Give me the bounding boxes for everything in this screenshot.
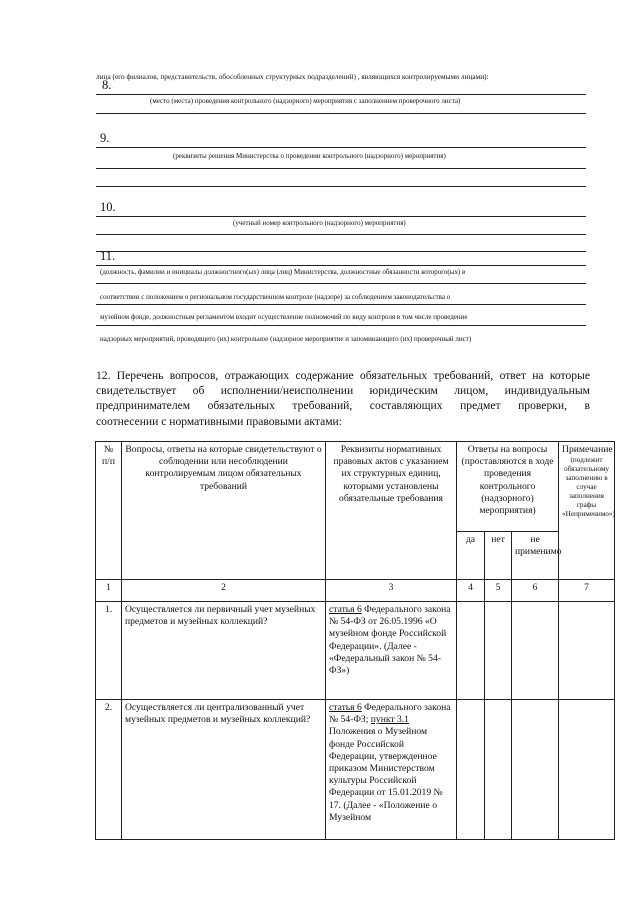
field-11-caption-4: надзорных мероприятий, проводящего (их) контрольное (надзорное мероприятие и запоминающего (их) проверочный лист) [100,335,472,343]
row-num: 1. [96,602,122,700]
field-10-line-2 [96,234,586,235]
field-10-line [96,216,586,217]
index-cell: 1 [96,580,122,602]
note-cell[interactable] [559,700,615,840]
section-12-line-4: соотнесении с нормативными правовыми актами: [96,414,342,428]
index-cell: 6 [512,580,559,602]
index-cell: 7 [559,580,615,602]
answer-na-cell[interactable] [512,700,559,840]
section-12-line-3: предпринимателем обязательных требований, составляющих предмет проверки, в [96,399,590,413]
header-na: не применимо [512,532,559,580]
row-requisites [326,700,457,840]
field-9-line [96,147,586,148]
field-8-caption: (место (места) проведения контрольного (надзорного) мероприятия с заполнением проверочного листа) [150,97,461,105]
section-12-heading [96,368,590,429]
answer-no-cell[interactable] [485,602,512,700]
note-cell[interactable] [559,602,615,700]
row-requisites [326,602,457,700]
index-cell: 5 [485,580,512,602]
index-cell: 4 [457,580,485,602]
index-cell: 2 [122,580,326,602]
answer-na-cell[interactable] [512,602,559,700]
header-no: нет [485,532,512,580]
section-12-line-1: 12. Перечень вопросов, отражающих содержание обязательных требований, ответ на которые [96,369,590,382]
section-12-line-2: свидетельствует об исполнении/неисполнении юридическим лицом, индивидуальным [96,384,590,398]
intro-line: лица (его филиалов, представительств, обособленных структурных подразделений) , являющихся контролируемыми лицами): [96,72,489,81]
row-question: Осуществляется ли первичный учет музейных предметов и музейных коллекций? [122,602,326,700]
field-8-line [96,94,586,95]
field-9-line-3 [96,186,586,187]
field-10-number: 10. [100,200,116,214]
header-yes: да [457,532,485,580]
row-requisites-text: Положения о Музейном фонде Российской Федерации, утвержденное приказом Министерством культуры Российской Федерации от 15.01.2019 № 17. (Далее - «Положение о Музейном [329,726,443,823]
answer-yes-cell[interactable] [457,700,485,840]
header-note [559,442,615,580]
law-link[interactable]: статья 6 [329,702,362,713]
header-requisites: Реквизиты нормативных правовых актов с указанием их структурных единиц, которыми установлены обязательные требования [326,442,457,580]
field-11-line-2 [96,283,586,284]
header-num: № п/п [96,442,122,580]
field-11-line [96,265,586,266]
field-10-line-3 [96,251,586,252]
index-cell: 3 [326,580,457,602]
field-11-line-4 [96,325,586,326]
field-9-line-2 [96,168,586,169]
table-row [96,700,615,840]
header-note-small: (подлежит обязательному заполнению в случае заполнения графы «Неприменимо») [562,456,615,519]
questions-table [95,441,615,840]
row-requisites-text: Федерального закона № 54-ФЗ от 26.05.1996 «О музейном фонде Российской Федерации». (Далее - «Федеральный закон № 54-ФЗ») [329,604,451,677]
answer-yes-cell[interactable] [457,602,485,700]
field-11-line-3 [96,304,586,305]
header-answers: Ответы на вопросы (проставляются в ходе проведения контрольного (надзорного) мероприятия) [457,442,559,532]
row-requisites-text-mid: Федерального закона № 54-ФЗ; [329,702,451,726]
field-11-caption-2: соответствии с положением о региональном государственном контроле (надзоре) за соблюдением законодательства о [100,293,451,301]
law-link[interactable]: статья 6 [329,604,362,615]
field-9-caption: (реквизиты решения Министерства о проведении контрольного (надзорного) мероприятия) [173,152,446,160]
row-num: 2. [96,700,122,840]
table-row [96,602,615,700]
header-note-title: Примечание [562,444,613,455]
row-question: Осуществляется ли централизованный учет музейных предметов и музейных коллекций? [122,700,326,840]
field-11-caption-1: (должность, фамилии и инициалы должностного(ых) лица (лиц) Министерства, должностные обязанности которого(ых) в [100,268,466,276]
field-11-number: 11. [100,249,116,263]
field-8-number: 8. [102,78,112,92]
law-link-2[interactable]: пункт 3.1 [370,714,409,726]
header-question: Вопросы, ответы на которые свидетельствуют о соблюдении или несоблюдении контролируемым лицом обязательных требований [122,442,326,580]
field-9-number: 9. [100,131,110,145]
field-8-line-2 [96,113,586,114]
field-10-caption: (учетный номер контрольного (надзорного) мероприятия) [233,219,406,227]
field-11-caption-3: музейном фонде, должностным регламентом входит осуществление полномочий по виду контроля в том числе проведение [100,313,468,321]
answer-no-cell[interactable] [485,700,512,840]
